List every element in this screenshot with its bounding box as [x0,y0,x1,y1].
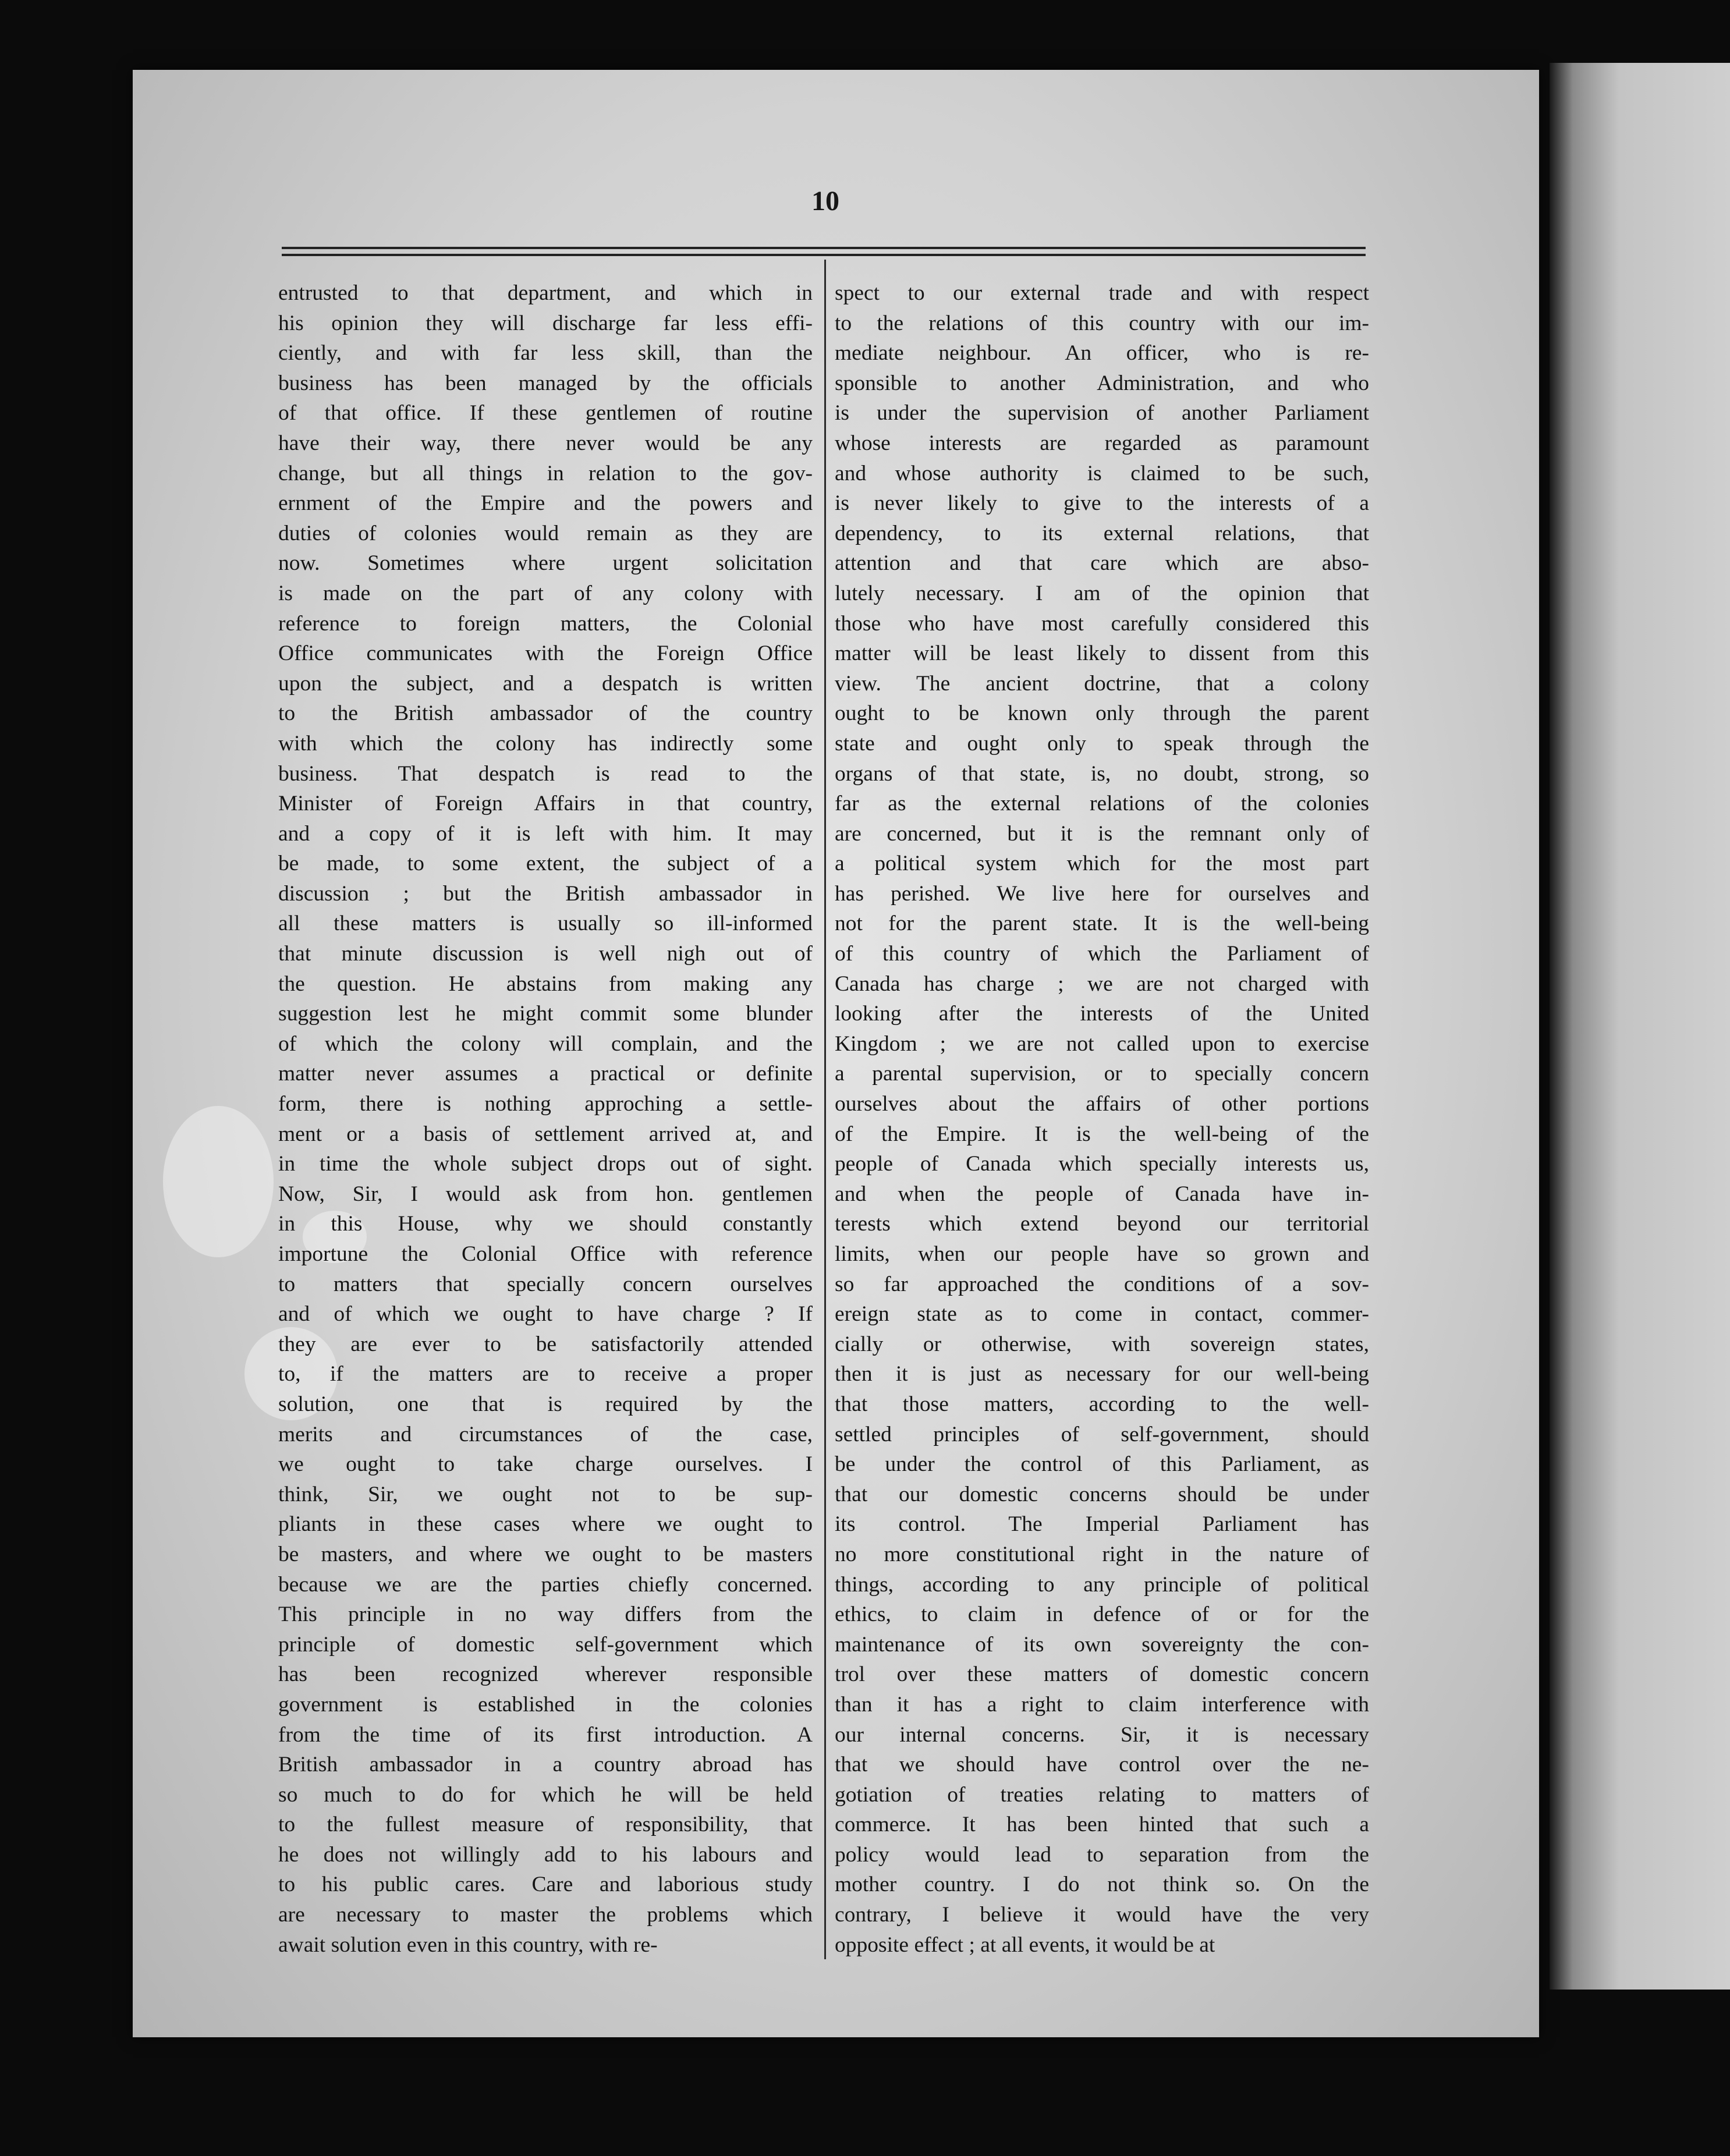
text-line: Kingdom ; we are not called upon to exercise [835,1031,1369,1056]
text-line: to the relations of this country with our im- [835,311,1369,335]
text-line: no more constitutional right in the nature of [835,1542,1369,1566]
text-line: of the Empire. It is the well-being of the [835,1122,1369,1146]
text-line: contrary, I believe it would have the very [835,1903,1369,1927]
text-line: ernment of the Empire and the powers and [278,491,813,516]
text-line: opposite effect ; at all events, it would be at [835,1932,1215,1957]
text-line: ourselves about the affairs of other portions [835,1092,1369,1116]
text-line: policy would lead to separation from the [835,1842,1369,1867]
text-line: that minute discussion is well nigh out of [278,942,813,966]
text-line: be under the control of this Parliament, as [835,1452,1369,1477]
text-line: people of Canada which specially interests us, [835,1152,1369,1176]
text-line: and whose authority is claimed to be such, [835,461,1369,485]
text-line: our internal concerns. Sir, it is necessary [835,1722,1369,1747]
text-line: the question. He abstains from making any [278,971,813,996]
text-line: organs of that state, is, no doubt, strong, so [835,761,1369,786]
text-line: to his public cares. Care and laborious study [278,1873,813,1897]
text-line: pliants in these cases where we ought to [278,1512,813,1537]
text-line: a political system which for the most part [835,852,1369,876]
text-line: mediate neighbour. An officer, who is re- [835,341,1369,366]
text-line: change, but all things in relation to the gov- [278,461,813,485]
text-line: be made, to some extent, the subject of a [278,852,813,876]
text-line: of that office. If these gentlemen of routine [278,401,813,425]
text-line: be masters, and where we ought to be masters [278,1542,813,1566]
text-line: than it has a right to claim interference with [835,1692,1369,1717]
text-line: that we should have control over the ne- [835,1753,1369,1777]
text-line: principle of domestic self-government which [278,1632,813,1657]
text-line: Canada has charge ; we are not charged with [835,971,1369,996]
text-line: whose interests are regarded as paramount [835,431,1369,455]
text-line: attention and that care which are abso- [835,551,1369,576]
left-text-column [278,278,813,1960]
text-line: ciently, and with far less skill, than the [278,341,813,366]
text-line: in this House, why we should constantly [278,1212,813,1236]
header-rule [282,247,1366,249]
text-line: not for the parent state. It is the well-being [835,912,1369,936]
text-line: importune the Colonial Office with reference [278,1242,813,1266]
text-line: discussion ; but the British ambassador in [278,881,813,906]
text-line: has been recognized wherever responsible [278,1662,813,1687]
text-line: they are ever to be satisfactorily attended [278,1332,813,1356]
text-line: settled principles of self-government, should [835,1422,1369,1446]
text-line: view. The ancient doctrine, that a colony [835,671,1369,696]
text-line: trol over these matters of domestic concern [835,1662,1369,1687]
text-line: to the British ambassador of the country [278,701,813,726]
text-line: gotiation of treaties relating to matters of [835,1782,1369,1807]
text-line: business has been managed by the officials [278,371,813,395]
text-line: Minister of Foreign Affairs in that country, [278,792,813,816]
text-line: is made on the part of any colony with [278,581,813,605]
right-text-column [835,278,1369,1960]
text-line: maintenance of its own sovereignty the con- [835,1632,1369,1657]
text-line: think, Sir, we ought not to be sup- [278,1482,813,1506]
text-line: dependency, to its external relations, that [835,521,1369,545]
text-line: all these matters is usually so ill-informed [278,912,813,936]
text-line: of which the colony will complain, and the [278,1031,813,1056]
text-line: suggestion lest he might commit some blunder [278,1002,813,1026]
text-line: mother country. I do not think so. On the [835,1873,1369,1897]
text-line: commerce. It has been hinted that such a [835,1813,1369,1837]
text-line: spect to our external trade and with respect [835,281,1369,305]
text-line: ment or a basis of settlement arrived at, and [278,1122,813,1146]
page-number: 10 [811,186,839,217]
text-line: to, if the matters are to receive a proper [278,1362,813,1386]
text-line: entrusted to that department, and which in [278,281,813,305]
text-line: far as the external relations of the colonies [835,792,1369,816]
text-line: has perished. We live here for ourselves and [835,881,1369,906]
text-line: terests which extend beyond our territorial [835,1212,1369,1236]
text-line: merits and circumstances of the case, [278,1422,813,1446]
text-line: is never likely to give to the interests of a [835,491,1369,516]
text-line: its control. The Imperial Parliament has [835,1512,1369,1537]
text-line: matter never assumes a practical or definite [278,1062,813,1086]
text-line: and a copy of it is left with him. It may [278,821,813,846]
text-line: to the fullest measure of responsibility, that [278,1813,813,1837]
adjacent-page-edge [1550,63,1730,1990]
text-line: to matters that specially concern ourselves [278,1272,813,1296]
text-line: British ambassador in a country abroad has [278,1753,813,1777]
text-line: await solution even in this country, with re- [278,1932,658,1957]
text-line: so far approached the conditions of a sov- [835,1272,1369,1296]
text-line: that our domestic concerns should be under [835,1482,1369,1506]
text-line: things, according to any principle of political [835,1572,1369,1597]
text-line: from the time of its first introduction. A [278,1722,813,1747]
text-line: solution, one that is required by the [278,1392,813,1416]
text-line: are necessary to master the problems which [278,1903,813,1927]
text-line: business. That despatch is read to the [278,761,813,786]
header-rule-secondary [282,254,1366,256]
text-line: are concerned, but it is the remnant only of [835,821,1369,846]
text-line: because we are the parties chiefly concerned. [278,1572,813,1597]
text-line: ereign state as to come in contact, commer- [835,1302,1369,1327]
text-line: have their way, there never would be any [278,431,813,455]
text-line: cially or otherwise, with sovereign states, [835,1332,1369,1356]
text-line: government is established in the colonies [278,1692,813,1717]
text-line: looking after the interests of the United [835,1002,1369,1026]
text-line: lutely necessary. I am of the opinion that [835,581,1369,605]
column-divider [824,260,826,1959]
text-line: that those matters, according to the well- [835,1392,1369,1416]
paper-stain [163,1106,274,1257]
text-line: those who have most carefully considered this [835,611,1369,636]
text-line: sponsible to another Administration, and who [835,371,1369,395]
text-line: he does not willingly add to his labours and [278,1842,813,1867]
text-line: This principle in no way differs from the [278,1602,813,1627]
text-line: his opinion they will discharge far less effi- [278,311,813,335]
text-line: limits, when our people have so grown and [835,1242,1369,1266]
text-line: form, there is nothing approching a settle- [278,1092,813,1116]
text-line: state and ought only to speak through the [835,731,1369,756]
text-line: a parental supervision, or to specially concern [835,1062,1369,1086]
text-line: with which the colony has indirectly some [278,731,813,756]
text-line: matter will be least likely to dissent from this [835,641,1369,666]
text-line: ethics, to claim in defence of or for the [835,1602,1369,1627]
text-line: is under the supervision of another Parliament [835,401,1369,425]
text-line: Now, Sir, I would ask from hon. gentlemen [278,1182,813,1206]
text-line: so much to do for which he will be held [278,1782,813,1807]
text-line: we ought to take charge ourselves. I [278,1452,813,1477]
text-line: Office communicates with the Foreign Office [278,641,813,666]
text-line: reference to foreign matters, the Colonial [278,611,813,636]
text-line: in time the whole subject drops out of sight. [278,1152,813,1176]
text-line: of this country of which the Parliament of [835,942,1369,966]
text-line: upon the subject, and a despatch is written [278,671,813,696]
text-line: now. Sometimes where urgent solicitation [278,551,813,576]
text-line: and when the people of Canada have in- [835,1182,1369,1206]
text-line: and of which we ought to have charge ? If [278,1302,813,1327]
text-line: ought to be known only through the parent [835,701,1369,726]
text-line: then it is just as necessary for our well-being [835,1362,1369,1386]
text-line: duties of colonies would remain as they are [278,521,813,545]
